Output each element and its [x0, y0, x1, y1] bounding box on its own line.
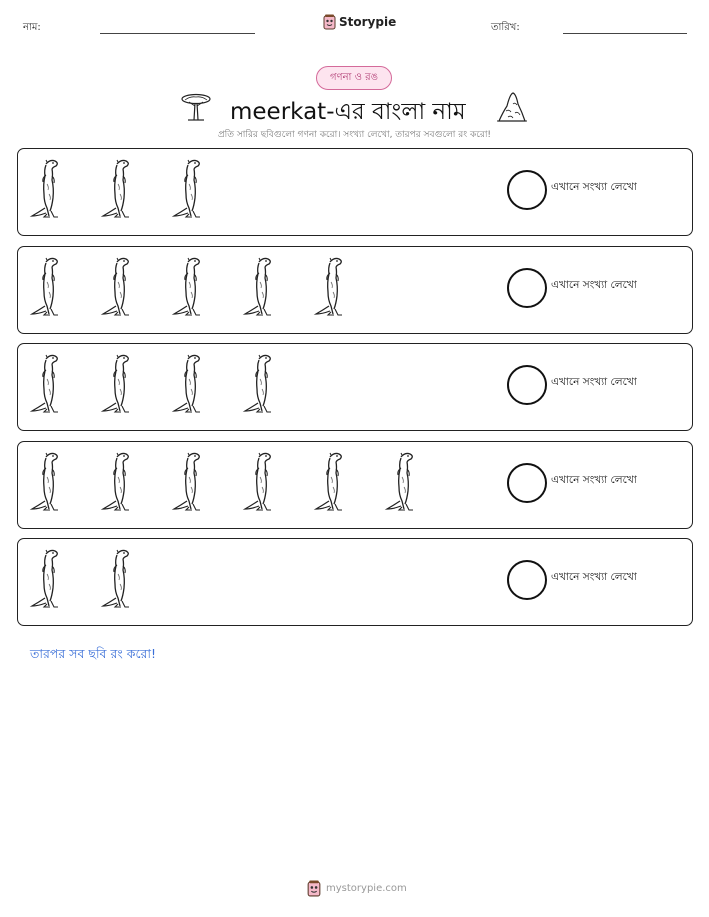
meerkat-icon[interactable]: [170, 351, 210, 415]
meerkat-icon[interactable]: [170, 449, 210, 513]
meerkat-icon[interactable]: [241, 254, 281, 318]
meerkat-icon[interactable]: [312, 449, 352, 513]
answer-circle[interactable]: [507, 268, 547, 308]
storypie-brand: [323, 14, 396, 30]
meerkat-icon[interactable]: [170, 156, 210, 220]
worksheet-title: meerkat-এর বাংলা নাম: [230, 99, 466, 125]
meerkat-icon[interactable]: [28, 546, 68, 610]
acacia-tree-icon: [180, 92, 212, 122]
meerkat-icon[interactable]: [28, 254, 68, 318]
meerkat-icon[interactable]: [241, 449, 281, 513]
meerkat-icon[interactable]: [99, 351, 139, 415]
answer-hint: এখানে সংখ্যা লেখো: [551, 181, 637, 193]
answer-circle[interactable]: [507, 170, 547, 210]
counting-row-1: [17, 148, 693, 236]
date-write-line[interactable]: [563, 33, 687, 34]
counting-row-2: [17, 246, 693, 334]
answer-hint: এখানে সংখ্যা লেখো: [551, 571, 637, 583]
answer-hint: এখানে সংখ্যা লেখো: [551, 278, 637, 291]
storypie-footer-logo-icon: [307, 880, 321, 897]
category-badge: গণনা ও রঙ: [316, 66, 392, 90]
title-area: [0, 90, 709, 126]
site-footer: [307, 880, 407, 897]
storypie-logo-icon: [323, 14, 336, 30]
answer-hint: এখানে সংখ্যা লেখো: [551, 376, 637, 388]
meerkat-icon[interactable]: [312, 254, 352, 318]
footer-instruction: তারপর সব ছবি রং করো!: [30, 646, 156, 661]
meerkat-icon[interactable]: [28, 449, 68, 513]
meerkat-icon[interactable]: [99, 546, 139, 610]
termite-mound-icon: [496, 90, 528, 124]
date-label: তারিখ:: [491, 22, 520, 33]
answer-hint: এখানে সংখ্যা লেখো: [551, 473, 637, 486]
counting-row-5: [17, 538, 693, 626]
answer-circle[interactable]: [507, 365, 547, 405]
site-url[interactable]: mystorypie.com: [326, 883, 407, 894]
counting-row-3: [17, 343, 693, 431]
name-write-line[interactable]: [100, 33, 255, 34]
counting-row-4: [17, 441, 693, 529]
meerkat-icon[interactable]: [28, 156, 68, 220]
meerkat-icon[interactable]: [99, 156, 139, 220]
meerkat-icon[interactable]: [170, 254, 210, 318]
name-label: নাম:: [23, 22, 41, 33]
meerkat-icon[interactable]: [383, 449, 423, 513]
answer-circle[interactable]: [507, 463, 547, 503]
meerkat-icon[interactable]: [28, 351, 68, 415]
worksheet-header: [0, 0, 709, 45]
answer-circle[interactable]: [507, 560, 547, 600]
meerkat-icon[interactable]: [241, 351, 281, 415]
brand-name: Storypie: [339, 15, 397, 29]
instruction-text: প্রতি সারির ছবিগুলো গণনা করো। সংখ্যা লেখো, তারপর সবগুলো রং করো!: [217, 130, 492, 140]
meerkat-icon[interactable]: [99, 254, 139, 318]
meerkat-icon[interactable]: [99, 449, 139, 513]
